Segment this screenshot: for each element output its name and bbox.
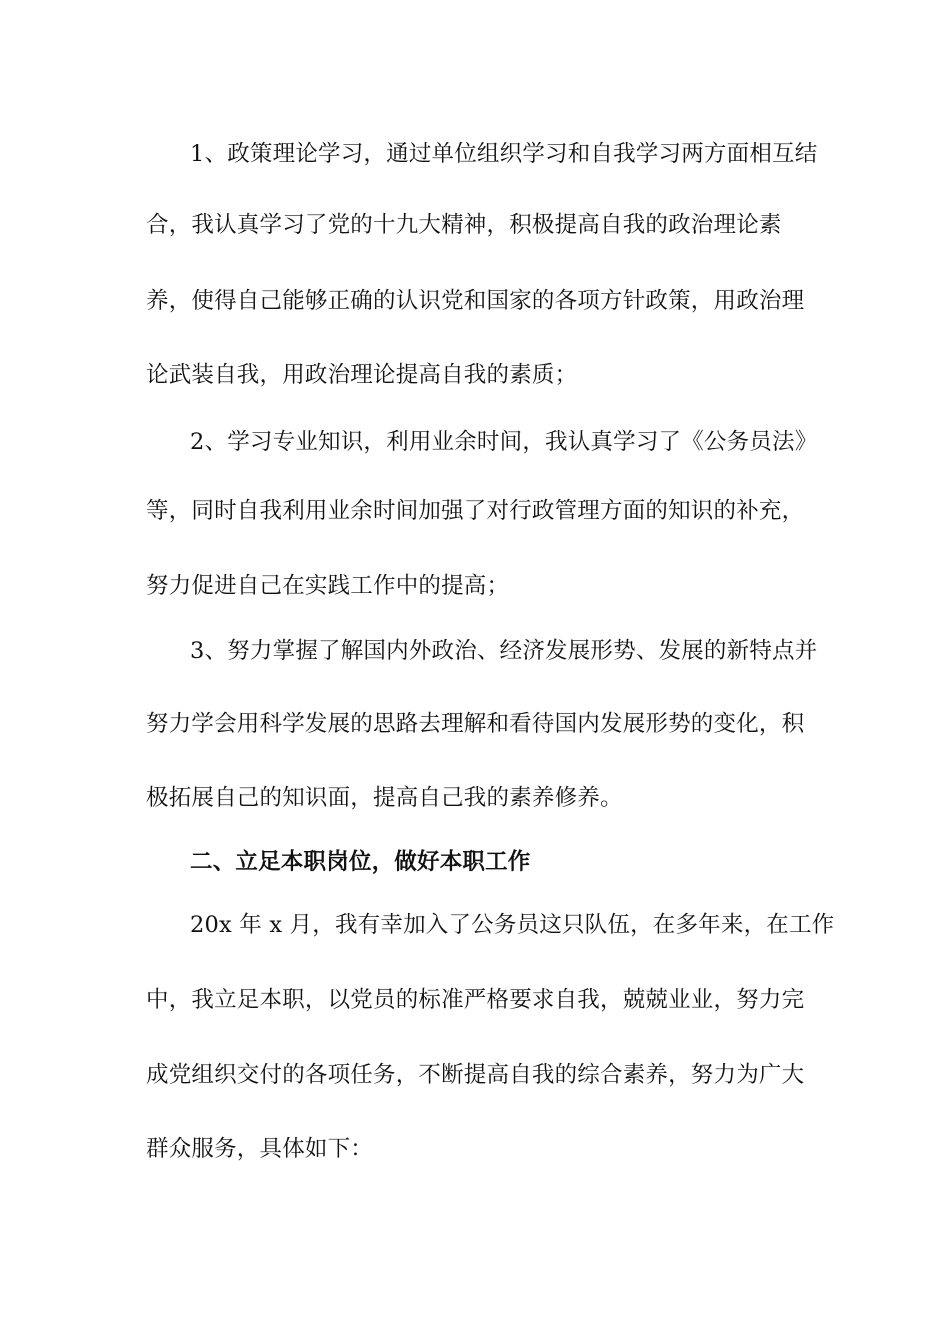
paragraph-2-line-1: 2、学习专业知识，利用业余时间，我认真学习了《公务员法》 (190, 429, 818, 455)
paragraph-4-line-3: 成党组织交付的各项任务，不断提高自我的综合素养，努力为广大 (146, 1062, 805, 1088)
section-heading: 二、立足本职岗位，做好本职工作 (190, 849, 531, 875)
paragraph-4-line-4: 群众服务，具体如下： (146, 1136, 374, 1162)
paragraph-1-line-2: 合，我认真学习了党的十九大精神，积极提高自我的政治理论素 (146, 212, 782, 238)
paragraph-4-line-1: 20x 年 x 月，我有幸加入了公务员这只队伍，在多年来，在工作 (190, 912, 835, 938)
paragraph-3-line-1: 3、努力掌握了解国内外政治、经济发展形势、发展的新特点并 (190, 638, 818, 664)
paragraph-1-line-4: 论武装自我，用政治理论提高自我的素质； (146, 362, 578, 388)
paragraph-1-line-3: 养，使得自己能够正确的认识党和国家的各项方针政策，用政治理 (146, 288, 805, 314)
paragraph-2-line-2: 等，同时自我利用业余时间加强了对行政管理方面的知识的补充， (146, 498, 805, 524)
paragraph-4-line-2: 中，我立足本职，以党员的标准严格要求自我，兢兢业业，努力完 (146, 987, 805, 1013)
paragraph-3-line-2: 努力学会用科学发展的思路去理解和看待国内发展形势的变化，积 (146, 711, 805, 737)
paragraph-3-line-3: 极拓展自己的知识面，提高自己我的素养修养。 (146, 785, 623, 811)
paragraph-2-line-3: 努力促进自己在实践工作中的提高； (146, 573, 510, 599)
paragraph-1-line-1: 1、政策理论学习，通过单位组织学习和自我学习两方面相互结 (190, 141, 818, 167)
